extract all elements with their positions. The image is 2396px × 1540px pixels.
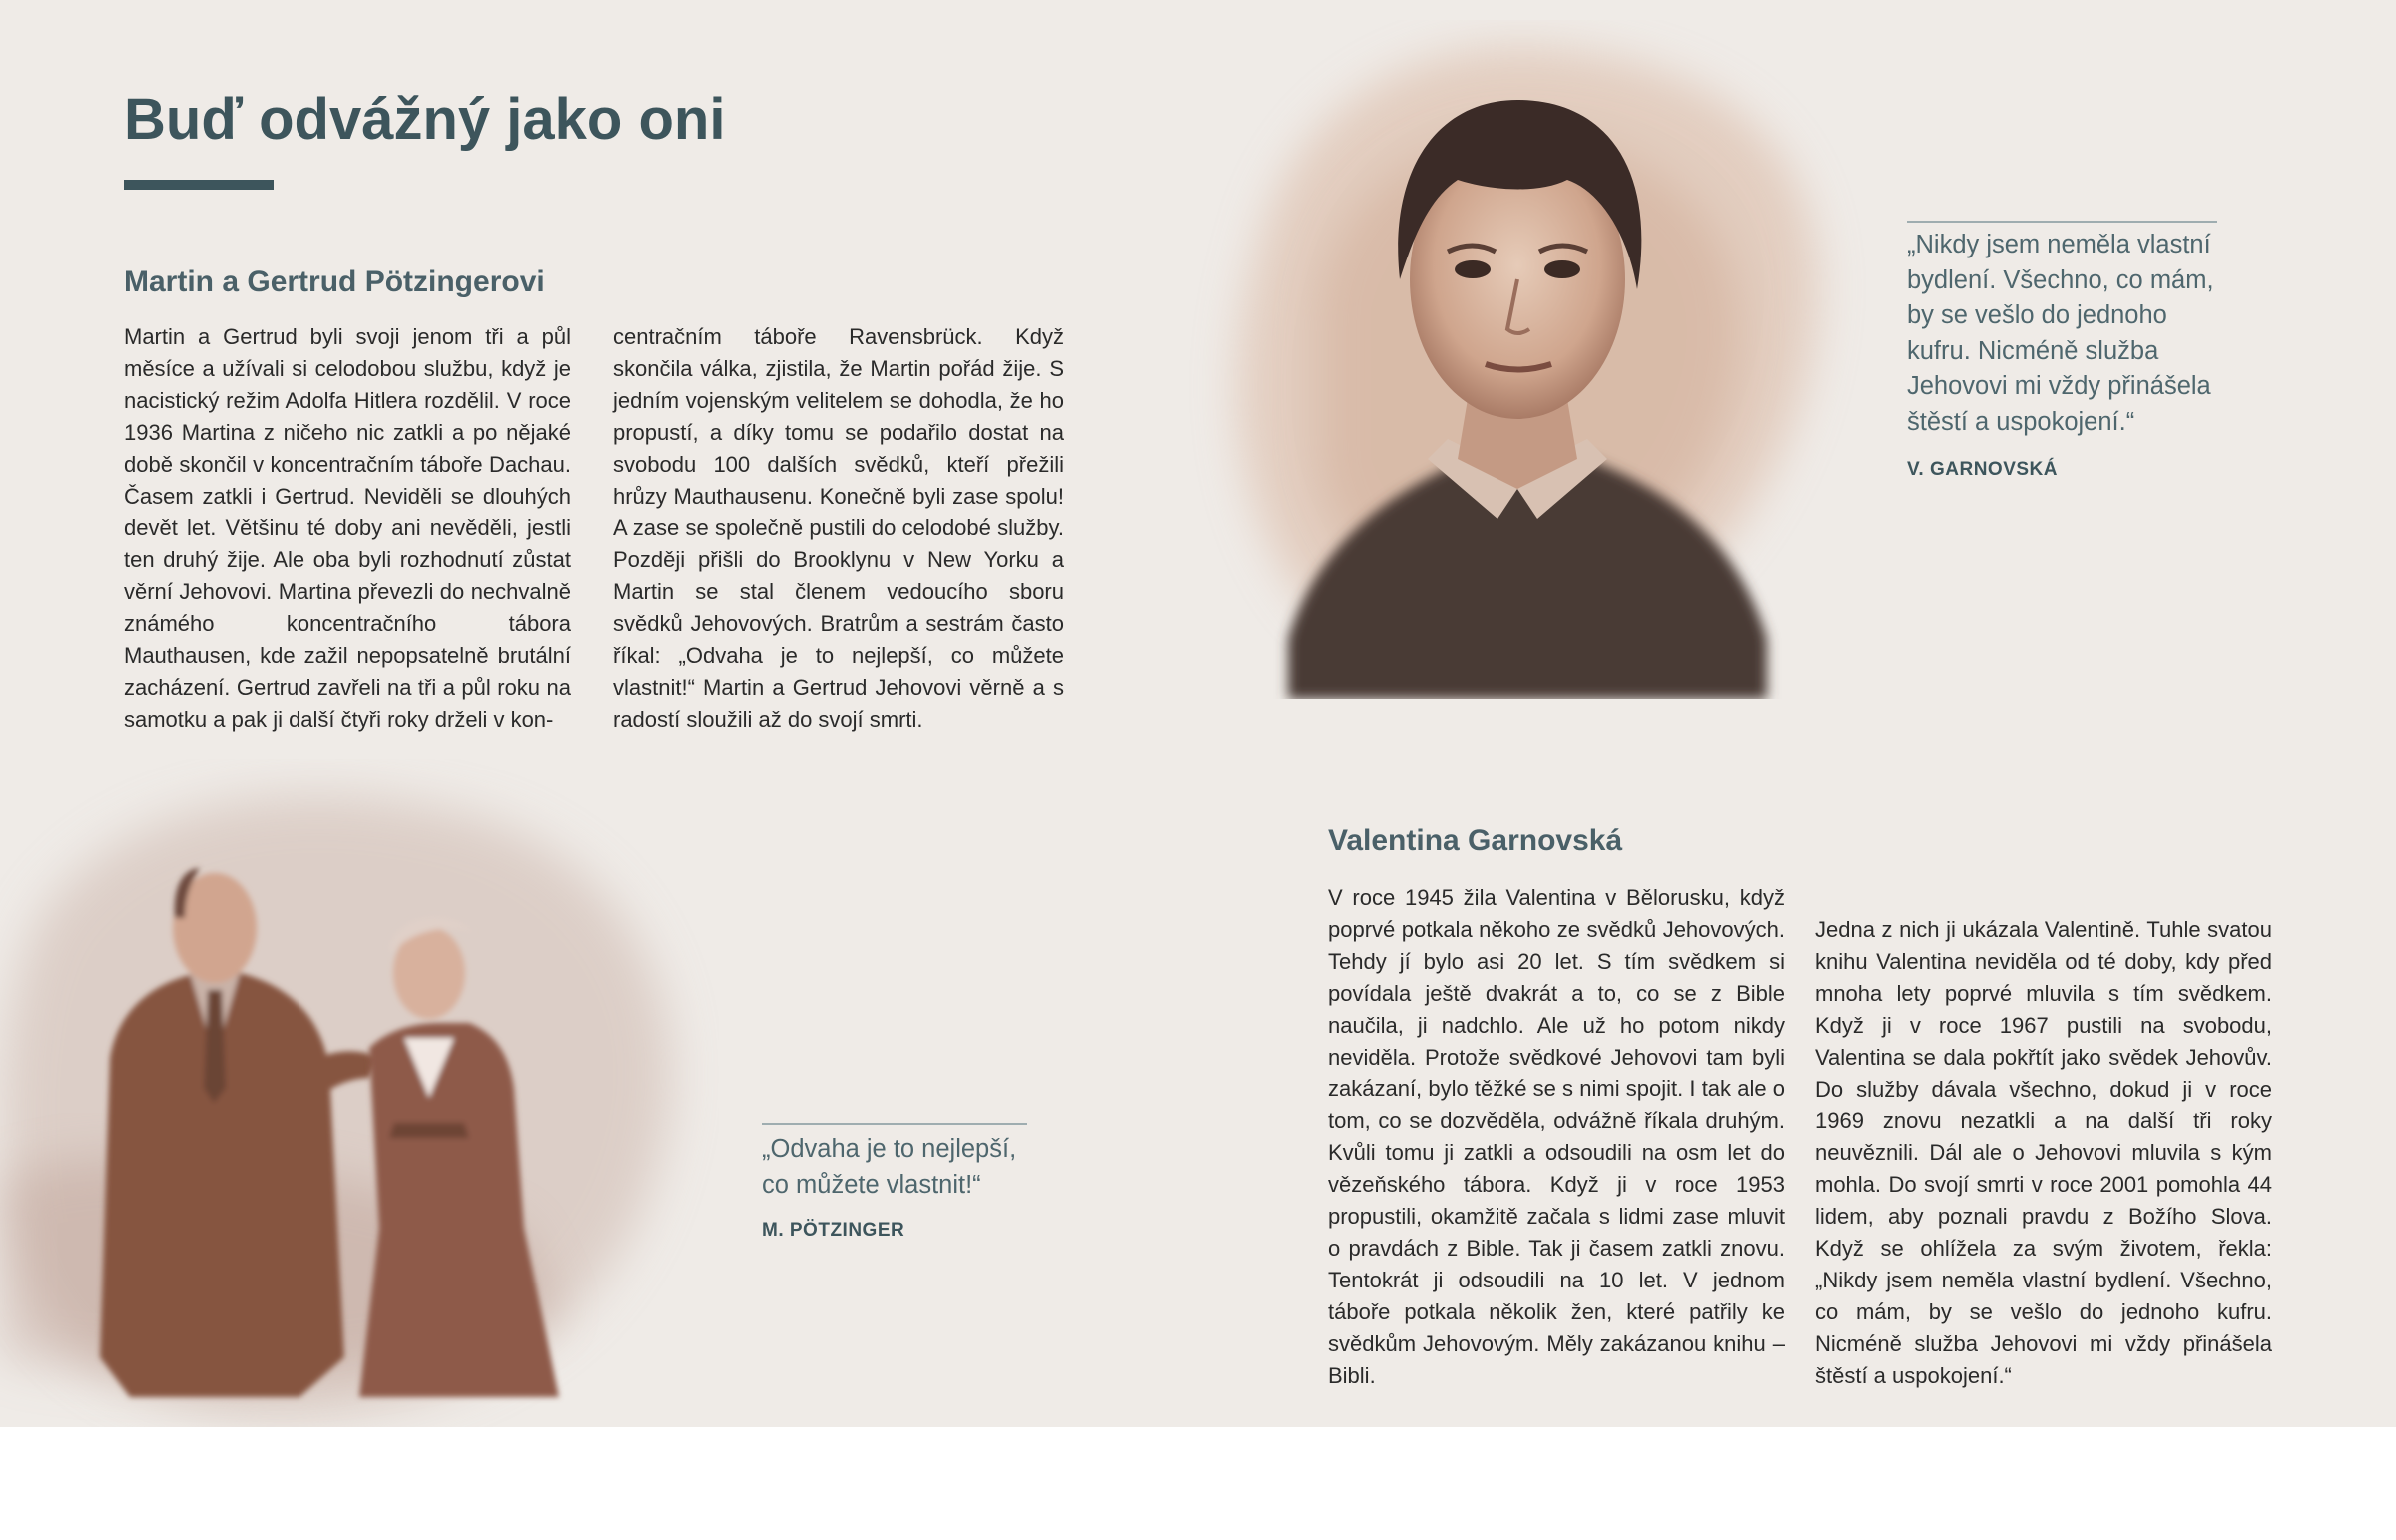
potzinger-quote-rule [762, 1123, 1027, 1125]
potzinger-quote: „Odvaha je to nejlepší, co můžete vlastnit!“ [762, 1135, 1017, 1199]
bottom-margin [0, 1427, 2396, 1540]
valentina-paragraph-1: V roce 1945 žila Valentina v Bělorusku, když poprvé potkala někoho ze svědků Jehovových. Tehdy jí bylo asi 20 let. S tím svědkem si povídala ještě dvakrát a to, co se z Bible naučila, ji nadchlo. Ale už ho potom nikdy neviděla. Protože svědkové Jehovovi tam byli zakázaní, bylo těžké se s nimi spojit. I tak ale o tom, co se dozvěděla, odvážně říkala druhým. Kvůli tomu ji zatkli a odsoudili na osm let do vězeňského tábora. Když ji v roce 1953 propustili, okamžitě začala s lidmi zase mluvit o pravdách z Bible. Tak ji časem zatkli znovu. Tentokrát ji odsoudili na 10 let. V jednom táboře potkala několik žen, které patřily ke svědkům Jehovovým. Měly zakázanou knihu – Bibli. [1328, 885, 1785, 1388]
potzinger-paragraph-1: Martin a Gertrud byli svoji jenom tři a půl měsíce a užívali si celodobou službu, když je nacistický režim Adolfa Hitlera rozdělil. V roce 1936 Martina z ničeho nic zatkli a po nějaké době skončil v koncentračním táboře Dachau. Časem zatkli i Gertrud. Neviděli se dlouhých devět let. Většinu té doby ani nevěděli, jestli ten druhý žije. Ale oba byli rozhodnutí zůstat věrní Jehovovi. Martina převezli do nechvalně známého koncentračního tábora Mauthausen, kde zažil nepopsatelně brutální zacházení. Gertrud zavřeli na tři a půl roku na samotku a pak ji další čtyři roky drželi v kon- [124, 324, 571, 732]
potzinger-quote-author: M. PÖTZINGER [762, 1220, 905, 1241]
page-title: Buď odvážný jako oni [124, 87, 726, 152]
potzinger-paragraph-2: centračním táboře Ravensbrück. Když skončila válka, zjistila, že Martin pořád žije. S jedním vojenským velitelem se dohodla, že ho propustí, a díky tomu se podařilo dostat na svobodu 100 dalších svědků, kteří přežili hrůzy Mauthausenu. Konečně byli zase spolu! A zase se společně pustili do celodobé služby. Později přišli do Brooklynu v New Yorku a Martin se stal členem vedoucího sboru svědků Jehovových. Bratrům a sestrám často říkal: „Odvaha je to nejlepší, co můžete vlastnit!“ Martin a Gertrud Jehovovi věrně a s radostí sloužili až do svojí smrti. [613, 324, 1064, 732]
valentina-paragraph-2: Jedna z nich ji ukázala Valentině. Tuhle svatou knihu Valentina neviděla od té doby, kdy před mnoha lety poprvé mluvila s tím svědkem. Když ji v roce 1967 pustili na svobodu, Valentina se dala pokřtít jako svědek Jehovův. Do služby dávala všechno, dokud ji v roce 1969 znovu nezatkli a na další tři roky neuvěznili. Dál ale o Jehovovi mluvila s kým mohla. Do svojí smrti v roce 2001 pomohla 44 lidem, aby poznali pravdu z Božího Slova. Když se ohlížela za svým životem, řekla: „Nikdy jsem neměla vlastní bydlení. Všechno, co mám, by se vešlo do jednoho kufru. Nicméně služba Jehovovi mi vždy přinášela štěstí a uspokojení.“ [1815, 917, 2272, 1388]
potzinger-couple-image [0, 759, 719, 1427]
potzinger-text-column-1 [124, 321, 571, 736]
valentina-quote: „Nikdy jsem neměla vlastní bydlení. Všechno, co mám, by se vešlo do jednoho kufru. Nicméně služba Jehovovi mi vždy přinášela štěstí a uspokojení.“ [1907, 231, 2214, 436]
potzinger-text-column-2 [613, 321, 1064, 736]
valentina-portrait-image [1168, 20, 1867, 699]
valentina-quote-author: V. GARNOVSKÁ [1907, 459, 2058, 480]
section-heading-valentina: Valentina Garnovská [1328, 824, 1623, 857]
section-heading-potzinger: Martin a Gertrud Pötzingerovi [124, 265, 545, 298]
valentina-quote-rule [1907, 221, 2217, 223]
valentina-text-column-2 [1815, 914, 2272, 1392]
valentina-text-column-1 [1328, 882, 1785, 1392]
title-underline [124, 180, 274, 190]
